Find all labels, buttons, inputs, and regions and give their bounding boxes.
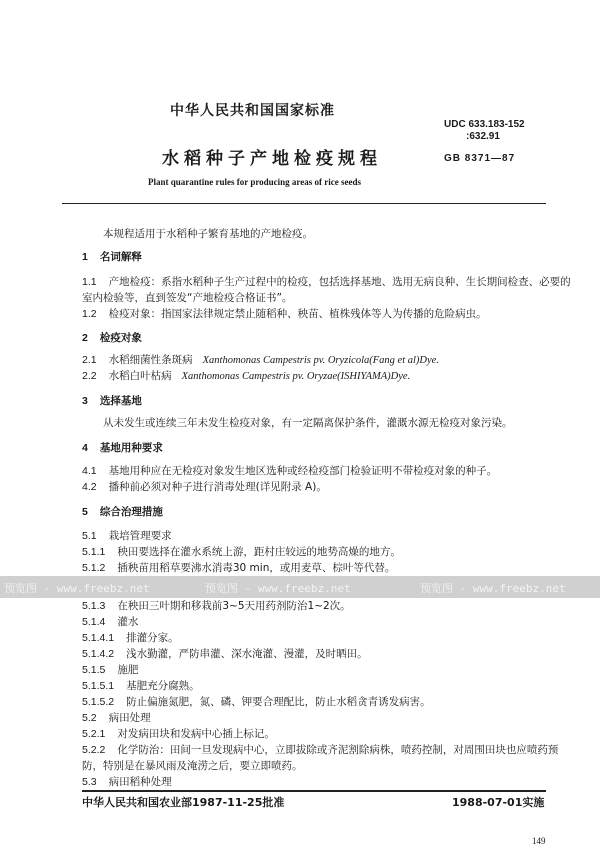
clause-text: 灌水 — [117, 616, 139, 628]
page-number: 149 — [532, 836, 546, 846]
clause — [82, 545, 401, 559]
clause-number: 5.1.5 — [82, 664, 106, 676]
clause-number: 4.2 — [82, 481, 97, 493]
clause — [82, 615, 138, 629]
document-title: 水稻种子产地检疫规程 — [162, 149, 382, 169]
header-divider — [62, 203, 546, 204]
section-heading — [82, 441, 163, 455]
clause — [82, 727, 275, 741]
clause-number: 5.1.1 — [82, 546, 106, 558]
clause-number: 5.3 — [82, 776, 97, 788]
clause-number: 5.2.1 — [82, 728, 106, 740]
intro-text: 本规程适用于水稻种子繁育基地的产地检疫。 — [103, 228, 313, 240]
clause-text: 基肥充分腐熟。 — [126, 680, 200, 692]
clause — [82, 743, 558, 757]
clause — [82, 695, 431, 709]
watermark-text: 预览图 - www.freebz.net — [205, 582, 351, 595]
clause — [82, 599, 351, 613]
clause-number: 5.1.5.1 — [82, 680, 115, 692]
clause — [82, 647, 368, 661]
clause-number: 4.1 — [82, 465, 97, 477]
approval-text: 中华人民共和国农业部1987-11-25批准 — [82, 796, 285, 809]
clause-number: 5.1.4 — [82, 616, 106, 628]
clause-number: 5.1 — [82, 530, 97, 542]
clause-number: 5.1.3 — [82, 600, 106, 612]
section-title: 名词解释 — [99, 251, 142, 263]
clause-cont: 室内检验等，直到签发“产地检疫合格证书”。 — [82, 292, 293, 304]
clause — [82, 711, 151, 725]
section-number: 4 — [82, 442, 88, 454]
english-title: Plant quarantine rules for producing areas of rice seeds — [148, 177, 361, 187]
footer-divider — [82, 790, 546, 792]
gb-number: GB 8371—87 — [444, 153, 516, 164]
clause-text: 栽培管理要求 — [108, 530, 172, 542]
clause — [82, 663, 138, 677]
clause-number: 1.1 — [82, 276, 97, 288]
section-number: 1 — [82, 251, 88, 263]
clause — [82, 353, 439, 368]
clause-text: 基地用种应在无检疫对象发生地区选种或经检疫部门检验证明不带检疫对象的种子。 — [108, 465, 498, 477]
pathogen-name: Xanthomonas Campestris pv. Oryzicola(Fang et al)Dye. — [202, 355, 439, 366]
clause-number: 5.1.2 — [82, 562, 106, 574]
section-title: 检疫对象 — [99, 332, 142, 344]
section-heading — [82, 250, 142, 264]
clause-text: 在秧田三叶期和移栽前3~5天用药剂防治1~2次。 — [117, 600, 351, 612]
udc-code: UDC 633.183-152 — [444, 119, 525, 130]
paragraph: 从未发生或连续三年未发生检疫对象，有一定隔离保护条件，灌溉水源无检疫对象污染。 — [103, 417, 513, 429]
clause-text: 病田处理 — [108, 712, 151, 724]
section-heading — [82, 394, 142, 408]
section-heading — [82, 331, 142, 345]
clause-text: 播种前必须对种子进行消毒处理(详见附录 A)。 — [108, 481, 327, 493]
clause-text: 施肥 — [117, 664, 139, 676]
section-title: 选择基地 — [99, 395, 142, 407]
clause-text: 水稻白叶枯病 — [108, 370, 172, 382]
clause-text: 水稻细菌性条斑病 — [108, 354, 193, 366]
clause-text: 产地检疫：系指水稻种子生产过程中的检疫，包括选择基地、选用无病良种、生长期间检查、必要的 — [108, 276, 571, 288]
section-title: 基地用种要求 — [99, 442, 163, 454]
clause — [82, 775, 172, 789]
section-title: 综合治理措施 — [99, 506, 163, 518]
clause — [82, 561, 395, 575]
clause-text: 排灌分家。 — [126, 632, 179, 644]
section-number: 5 — [82, 506, 88, 518]
clause — [82, 369, 410, 384]
watermark-text: 预览图 - www.freebz.net — [4, 582, 150, 595]
clause-text: 对发病田块和发病中心插上标记。 — [117, 728, 275, 740]
clause-number: 2.1 — [82, 354, 97, 366]
clause-number: 5.1.4.1 — [82, 632, 115, 644]
clause-text: 病田稻种处理 — [108, 776, 172, 788]
clause-text: 浅水勤灌，严防串灌、深水淹灌、漫灌，及时晒田。 — [126, 648, 368, 660]
clause-text: 化学防治：田间一旦发现病中心，立即拔除或齐泥割除病株，喷药控制，对周围田块也应喷药预 — [117, 744, 559, 756]
issuing-body-title: 中华人民共和国国家标准 — [170, 103, 335, 119]
clause-number: 2.2 — [82, 370, 97, 382]
pathogen-name: Xanthomonas Campestris pv. Oryzae(ISHIYAMA)Dye. — [181, 371, 411, 382]
clause-number: 5.2 — [82, 712, 97, 724]
clause — [82, 464, 497, 478]
clause-number: 1.2 — [82, 308, 97, 320]
clause-number: 5.1.5.2 — [82, 696, 115, 708]
section-heading — [82, 505, 163, 519]
clause-cont: 防，特别是在暴风雨及淹涝之后，要立即喷药。 — [82, 760, 303, 772]
section-number: 2 — [82, 332, 88, 344]
clause — [82, 480, 327, 494]
clause — [82, 307, 487, 321]
clause-text: 检疫对象：指国家法律规定禁止随稻种、秧苗、植株残体等人为传播的危险病虫。 — [108, 308, 487, 320]
clause-text: 插秧苗用稻草要沸水消毒30 min，或用麦草、棕叶等代替。 — [117, 562, 396, 574]
clause-number: 5.1.4.2 — [82, 648, 115, 660]
watermark-text: 预览图 - www.freebz.net — [420, 582, 566, 595]
clause — [82, 631, 179, 645]
clause-number: 5.2.2 — [82, 744, 106, 756]
clause-text: 防止偏施氮肥，氮、磷、钾要合理配比，防止水稻贪青诱发病害。 — [126, 696, 431, 708]
clause — [82, 679, 200, 693]
clause — [82, 275, 571, 289]
udc-code-cont: :632.91 — [466, 131, 500, 142]
clause — [82, 529, 172, 543]
section-number: 3 — [82, 395, 88, 407]
clause-text: 秧田要选择在灌水系统上游，距村庄较远的地势高燥的地方。 — [117, 546, 401, 558]
watermark-band — [0, 576, 600, 598]
effective-date: 1988-07-01实施 — [452, 796, 545, 809]
